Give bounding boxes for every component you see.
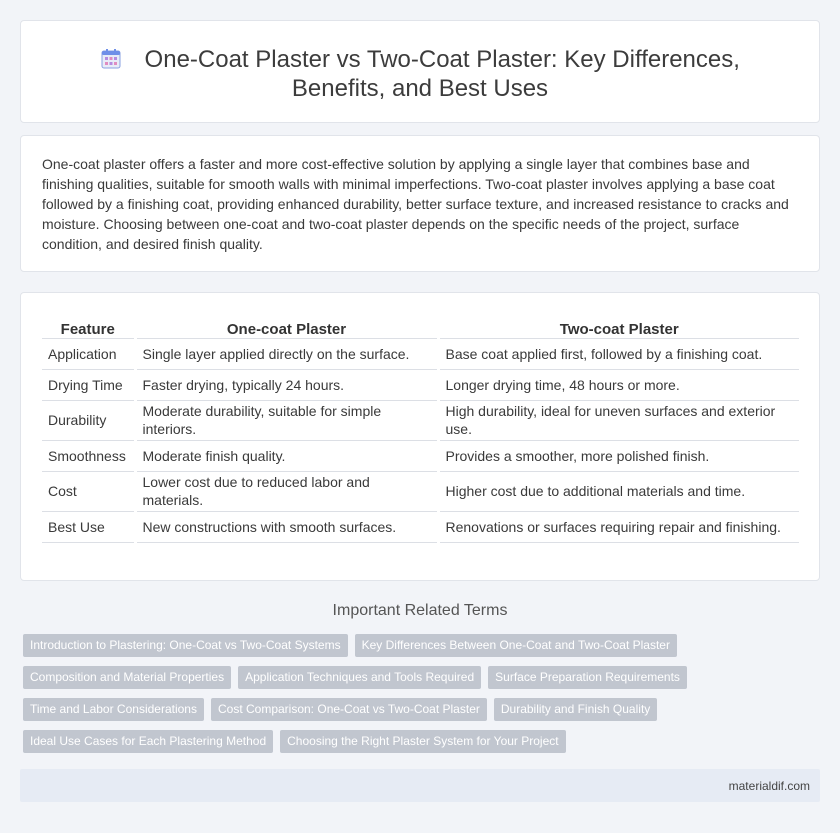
one-coat-cell: Single layer applied directly on the surface. [135, 338, 438, 369]
one-coat-cell: New constructions with smooth surfaces. [135, 511, 438, 542]
summary-card [20, 135, 820, 272]
one-coat-cell: Lower cost due to reduced labor and materials. [135, 471, 438, 511]
page-title: One-Coat Plaster vs Two-Coat Plaster: Key Differences, Benefits, and Best Uses [144, 46, 740, 102]
table-row [42, 471, 799, 511]
footer [20, 769, 820, 802]
title-wrap [51, 45, 789, 103]
footer-site-link[interactable]: materialdif.com [728, 779, 810, 793]
feature-cell: Best Use [42, 511, 135, 542]
table-row [42, 338, 799, 369]
related-terms-heading: Important Related Terms [332, 602, 508, 619]
one-coat-cell: Moderate finish quality. [135, 440, 438, 471]
related-term-tag[interactable]: Key Differences Between One-Coat and Two-Coat Plaster [355, 634, 677, 657]
table-row [42, 400, 799, 440]
two-coat-cell: Base coat applied first, followed by a finishing coat. [438, 338, 799, 369]
table-row [42, 511, 799, 542]
related-term-tag[interactable]: Cost Comparison: One-Coat vs Two-Coat Plaster [211, 698, 487, 721]
related-term-tag[interactable]: Durability and Finish Quality [494, 698, 657, 721]
two-coat-cell: Renovations or surfaces requiring repair and finishing. [438, 511, 799, 542]
related-term-tag[interactable]: Ideal Use Cases for Each Plastering Method [23, 730, 273, 753]
feature-cell: Smoothness [42, 440, 135, 471]
two-coat-cell: Longer drying time, 48 hours or more. [438, 369, 799, 400]
related-term-tag[interactable]: Surface Preparation Requirements [488, 666, 687, 689]
one-coat-cell: Moderate durability, suitable for simple interiors. [135, 400, 438, 440]
related-term-tag[interactable]: Time and Labor Considerations [23, 698, 204, 721]
header-feature: Feature [42, 315, 135, 338]
feature-cell: Cost [42, 471, 135, 511]
feature-cell: Durability [42, 400, 135, 440]
related-term-tag[interactable]: Composition and Material Properties [23, 666, 231, 689]
two-coat-cell: Provides a smoother, more polished finish. [438, 440, 799, 471]
header-two-coat: Two-coat Plaster [438, 315, 799, 338]
header-one-coat: One-coat Plaster [135, 315, 438, 338]
table-header-row [42, 315, 799, 338]
comparison-table [42, 315, 799, 543]
related-term-tag[interactable]: Application Techniques and Tools Required [238, 666, 481, 689]
related-term-tag[interactable]: Introduction to Plastering: One-Coat vs Two-Coat Systems [23, 634, 348, 657]
one-coat-cell: Faster drying, typically 24 hours. [135, 369, 438, 400]
title-card [20, 20, 820, 123]
comparison-card [20, 292, 820, 581]
table-row [42, 369, 799, 400]
two-coat-cell: High durability, ideal for uneven surfaces and exterior use. [438, 400, 799, 440]
table-row [42, 440, 799, 471]
two-coat-cell: Higher cost due to additional materials and time. [438, 471, 799, 511]
calendar-grid-icon [100, 48, 122, 70]
related-term-tag[interactable]: Choosing the Right Plaster System for Your Project [280, 730, 565, 753]
feature-cell: Drying Time [42, 369, 135, 400]
summary-paragraph: One-coat plaster offers a faster and more cost-effective solution by applying a single layer that combines base and finishing qualities, suitable for smooth walls with minimal imperfections. Two-coat plaster involves applying a base coat followed by a finishing coat, providing enhanced durability, better surface texture, and increased resistance to cracks and moisture. Choosing between one-coat and two-coat plaster depends on the specific needs of the project, surface condition, and desired finish quality. [42, 156, 789, 252]
related-terms-list [23, 634, 803, 762]
feature-cell: Application [42, 338, 135, 369]
